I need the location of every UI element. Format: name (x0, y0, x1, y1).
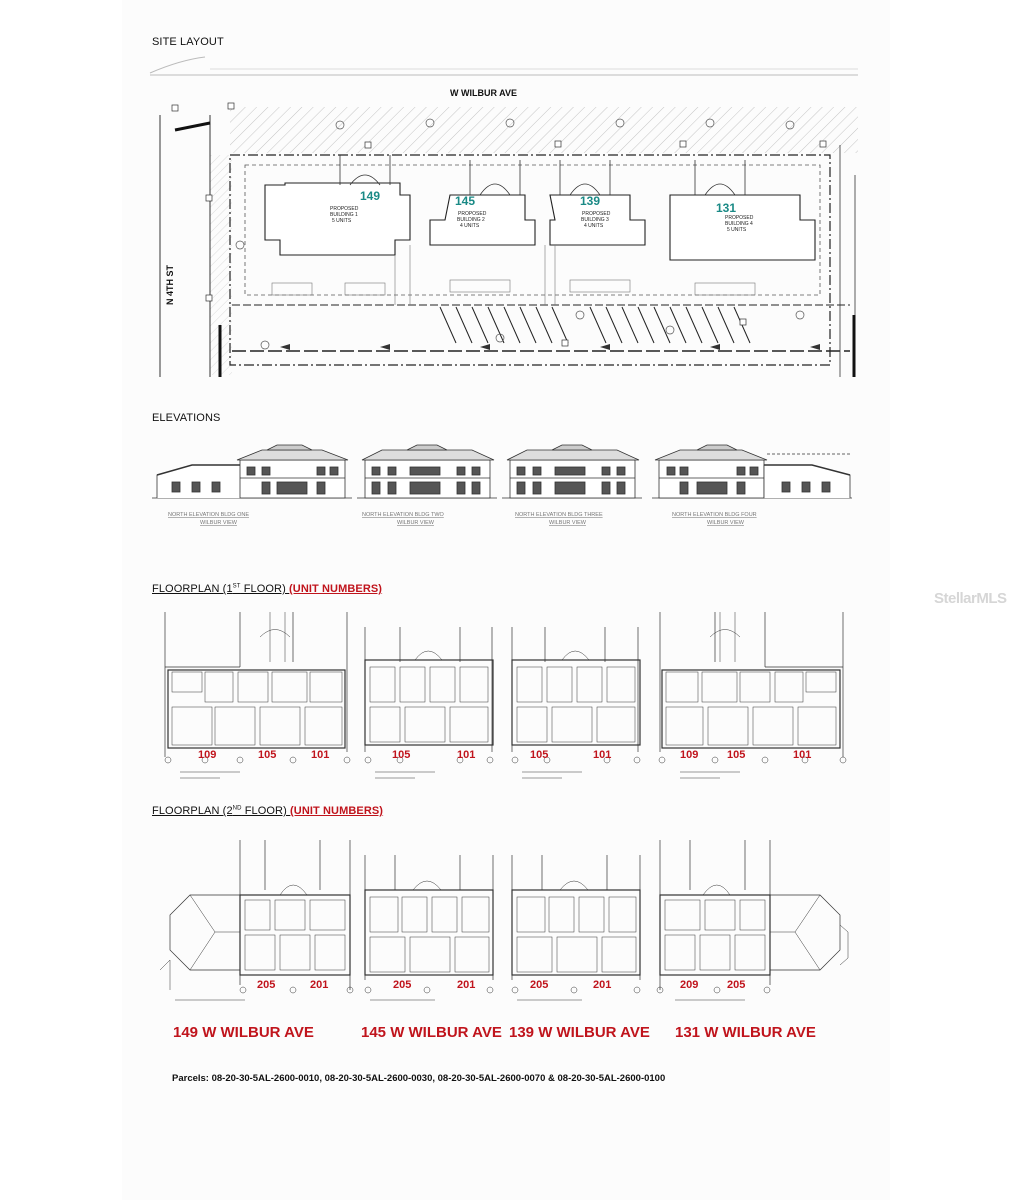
floorplan-1st-drawing (160, 612, 850, 782)
unit-number: 105 (530, 749, 549, 761)
address-label: 145 W WILBUR AVE (361, 1024, 502, 1041)
svg-text:WILBUR VIEW: WILBUR VIEW (200, 520, 237, 526)
site-building-number: 139 (580, 194, 601, 208)
site-building-1 (265, 183, 410, 255)
svg-text:5 UNITS: 5 UNITS (332, 218, 352, 224)
elevation-caption: NORTH ELEVATION BLDG ONE (168, 512, 249, 518)
unit-number: 101 (311, 749, 330, 761)
floorplan-2nd-drawing (155, 840, 855, 1005)
unit-number: 205 (530, 979, 549, 991)
svg-text:WILBUR VIEW: WILBUR VIEW (397, 520, 434, 526)
unit-number: 205 (393, 979, 412, 991)
elevations-drawing (152, 440, 857, 530)
site-building-number: 149 (360, 189, 381, 203)
unit-numbers-label: (UNIT NUMBERS) (290, 805, 384, 817)
svg-text:5 UNITS: 5 UNITS (727, 227, 747, 233)
unit-number: 101 (793, 749, 812, 761)
elevation-bldg-four (652, 445, 852, 498)
parcels-text: Parcels: 08-20-30-5AL-2600-0010, 08-20-30-5AL-2600-0030, 08-20-30-5AL-2600-0070 & 08-20-30-5AL-2600-0100 (172, 1073, 666, 1084)
unit-number: 105 (727, 749, 746, 761)
unit-number: 209 (680, 979, 699, 991)
svg-text:PROPOSED: PROPOSED (725, 215, 754, 221)
site-building-number: 145 (455, 194, 476, 208)
svg-text:WILBUR VIEW: WILBUR VIEW (707, 520, 744, 526)
elevation-bldg-two (357, 445, 497, 498)
svg-text:PROPOSED: PROPOSED (330, 206, 359, 212)
floorplan-2nd-heading: FLOORPLAN (2ND FLOOR) (UNIT NUMBERS) (152, 805, 384, 817)
address-label: 131 W WILBUR AVE (675, 1024, 816, 1041)
svg-text:BUILDING 3: BUILDING 3 (581, 217, 609, 223)
address-label: 149 W WILBUR AVE (173, 1024, 314, 1041)
site-plan-drawing (150, 55, 860, 377)
site-layout-heading: SITE LAYOUT (152, 36, 224, 48)
svg-text:PROPOSED: PROPOSED (582, 211, 611, 217)
site-building-number: 131 (716, 201, 737, 215)
unit-number: 105 (258, 749, 277, 761)
unit-number: 201 (593, 979, 612, 991)
svg-text:4 UNITS: 4 UNITS (460, 223, 480, 229)
elevation-bldg-three (502, 445, 642, 498)
unit-numbers-label: (UNIT NUMBERS) (289, 583, 383, 595)
elevations-heading: ELEVATIONS (152, 412, 221, 424)
elevation-caption: NORTH ELEVATION BLDG TWO (362, 512, 444, 518)
unit-number: 205 (727, 979, 746, 991)
unit-number: 205 (257, 979, 276, 991)
unit-number: 105 (392, 749, 411, 761)
watermark: StellarMLS (934, 590, 1007, 607)
unit-number: 101 (457, 749, 476, 761)
unit-number: 109 (680, 749, 699, 761)
street-label-4th: N 4TH ST (165, 264, 175, 305)
unit-number: 201 (310, 979, 329, 991)
unit-number: 201 (457, 979, 476, 991)
elevation-caption: NORTH ELEVATION BLDG THREE (515, 512, 603, 518)
floorplan-1st-heading: FLOORPLAN (1ST FLOOR) (UNIT NUMBERS) (152, 583, 383, 595)
svg-text:BUILDING 2: BUILDING 2 (457, 217, 485, 223)
svg-text:4 UNITS: 4 UNITS (584, 223, 604, 229)
address-label: 139 W WILBUR AVE (509, 1024, 650, 1041)
unit-number: 101 (593, 749, 612, 761)
svg-text:WILBUR VIEW: WILBUR VIEW (549, 520, 586, 526)
site-building-4 (670, 195, 815, 260)
svg-text:PROPOSED: PROPOSED (458, 211, 487, 217)
elevation-caption: NORTH ELEVATION BLDG FOUR (672, 512, 757, 518)
svg-text:BUILDING 1: BUILDING 1 (330, 212, 358, 218)
site-building-3 (550, 194, 645, 245)
street-label-wilbur: W WILBUR AVE (450, 88, 517, 98)
site-building-2 (430, 194, 535, 245)
unit-number: 109 (198, 749, 217, 761)
svg-text:BUILDING 4: BUILDING 4 (725, 221, 753, 227)
elevation-bldg-one (152, 445, 352, 498)
